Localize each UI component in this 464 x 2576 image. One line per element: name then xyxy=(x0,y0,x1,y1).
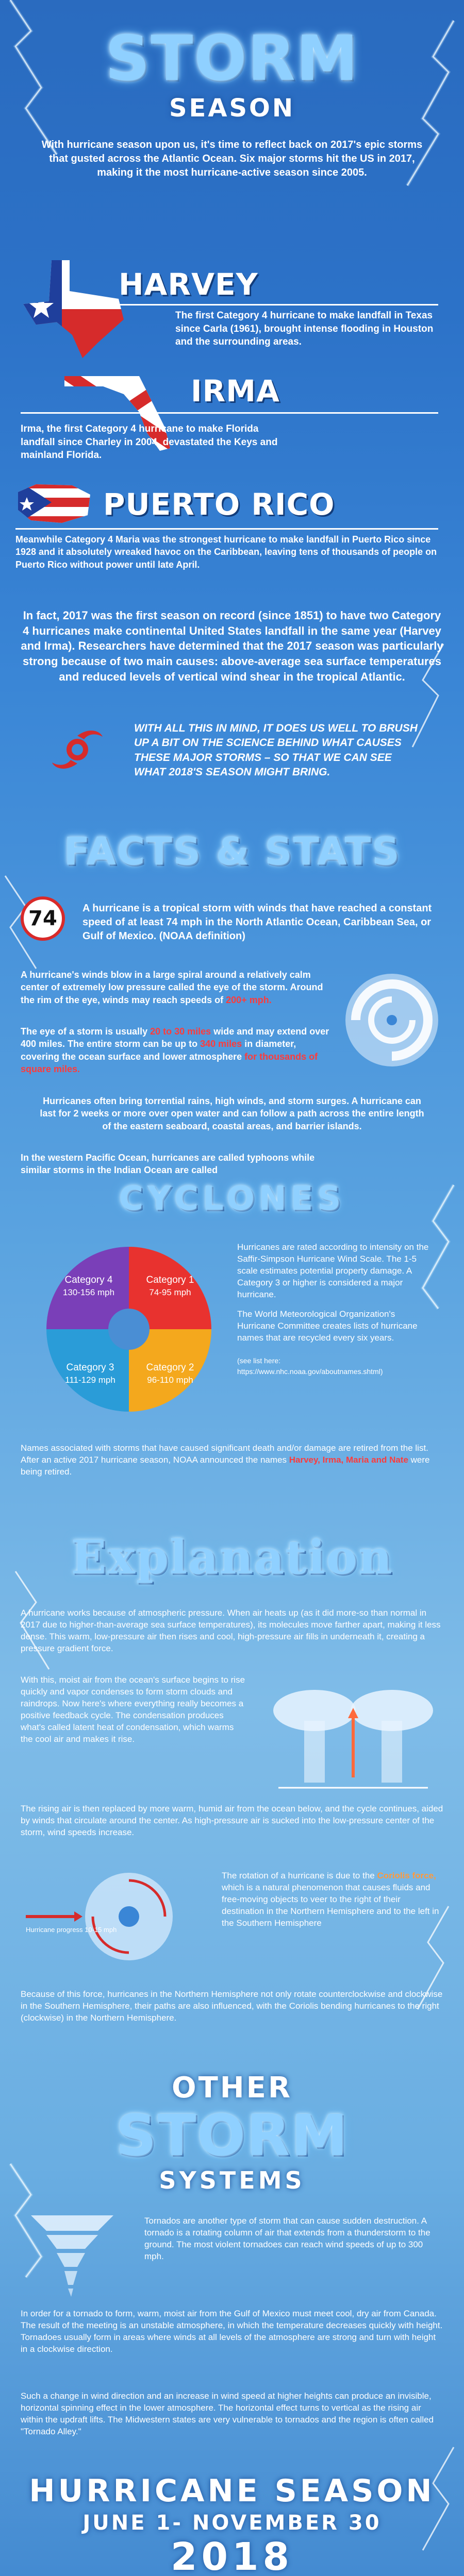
category-2-label: Category 2 xyxy=(146,1362,194,1373)
size-text-c: wide and may extend over 400 miles. The entire storm can be up to xyxy=(21,1026,329,1049)
storm-name-irma: IRMA xyxy=(191,374,280,409)
category-3-label: Category 3 xyxy=(66,1362,114,1373)
tornado-icon xyxy=(26,2210,119,2298)
facts-section xyxy=(0,829,464,874)
other-title-line3: SYSTEMS xyxy=(159,2166,305,2194)
size-text-e: in diameter, covering the ocean surface and lower atmosphere xyxy=(21,1039,296,1062)
hurricane-symbol-icon xyxy=(49,721,106,778)
names-list-link[interactable]: https://www.nhc.noaa.gov/aboutnames.shtml) xyxy=(237,1367,383,1376)
coriolis-text-c: which is a natural phenomenon that causes fluids and free-moving objects to veer to the right of their destination in the Northern Hemisphere and to the left in the Southern Hemisphere xyxy=(222,1882,439,1928)
harvey-section xyxy=(0,258,464,361)
retired-names-list: Harvey, Irma, Maria and Nate xyxy=(289,1454,408,1465)
irma-section xyxy=(0,371,464,474)
explanation-section xyxy=(0,1530,464,1585)
explanation-p4-wrap xyxy=(0,1989,464,2024)
retired-names xyxy=(0,1443,464,1478)
explanation-p3-wrap xyxy=(0,1803,464,1839)
stat-74-badge xyxy=(21,896,65,941)
size-text xyxy=(21,1025,330,1075)
size-text-f: for thousands of square miles. xyxy=(21,1051,318,1074)
facts-details xyxy=(0,969,464,1195)
size-text-b: 20 to 30 miles xyxy=(150,1026,211,1037)
cyclones-title: CYCLONES xyxy=(119,1180,345,1218)
category-4-range: 130-156 mph xyxy=(62,1287,115,1297)
science-intro-section xyxy=(0,711,464,783)
eye-speed: 200+ mph. xyxy=(226,994,272,1005)
season-title: HURRICANE SEASON xyxy=(29,2473,435,2509)
category-1-range: 74-95 mph xyxy=(149,1287,191,1297)
explanation-p4: Because of this force, hurricanes in the Northern Hemisphere not only rotate counterclockwise and clockwise in the Southern Hemisphere, their paths are also influenced, with the Coriolis bending hurricanes to the right (clockwise) in the Northern Hemisphere. xyxy=(21,1989,443,2023)
storm-name-harvey: HARVEY xyxy=(119,267,258,302)
wmo-text: The World Meteorological Organization's Hurricane Committee creates lists of hurricane names that are recycled every six years. xyxy=(237,1309,418,1343)
puerto-rico-section xyxy=(0,479,464,592)
coriolis-text-a: The rotation of a hurricane is due to the xyxy=(222,1871,375,1880)
category-1-label: Category 1 xyxy=(146,1275,194,1285)
main-title: STORM xyxy=(105,23,359,95)
facts-definition-row xyxy=(0,896,464,958)
tornado-row xyxy=(0,2210,464,2303)
season-section xyxy=(0,2473,464,2576)
explanation-p3: The rising air is then replaced by more warm, humid air from the ocean below, and the cycle continues, aided by winds that circulate around the center. As high-pressure air is sucked into the low-pressure center of the storm, wind speeds increase. xyxy=(21,1804,443,1837)
eye-text: A hurricane's winds blow in a large spiral around a relatively calm center of extremely low pressure called the eye of the storm. Around the rim of the eye, winds may reach speeds of xyxy=(21,970,323,1005)
summary-text: In fact, 2017 was the first season on record (since 1851) to have two Category 4 hurricanes make continental United States landfall in the same year (Harvey and Irma). Researchers have determined that the 2017 season was particularly strong because of two main causes: above-average sea surface temperatures and reduced levels of vertical wind shear in the tropical Atlantic. xyxy=(21,609,443,683)
effects-text: Hurricanes often bring torrential rains, high winds, and storm surges. A hurricane can last for 2 weeks or more over open water and can follow a path across the entire length of the eastern seaboard, coastal areas, and barrier islands. xyxy=(40,1096,424,1131)
category-2-range: 96-110 mph xyxy=(147,1375,193,1385)
explanation-title: Explanation xyxy=(71,1530,393,1585)
hurricane-definition: A hurricane is a tropical storm with winds that have reached a constant speed of at least 74 mph in the North Atlantic Ocean, Caribbean Sea, or Gulf of Mexico. (NOAA definition) xyxy=(82,903,432,942)
storm-cloud-diagram-icon xyxy=(263,1674,443,1798)
other-title-line2: STORM xyxy=(115,2103,349,2168)
tornado-p3-wrap xyxy=(0,2391,464,2438)
storm-text-irma: Irma, the first Category 4 hurricane to make Florida landfall since Charley in 2004, devastated the Keys and mainland Florida. xyxy=(21,423,278,461)
progress-label: Hurricane progress 10-15 mph xyxy=(26,1926,117,1934)
coriolis-term: Coriolis force, xyxy=(377,1871,436,1880)
explanation-body xyxy=(0,1607,464,1655)
saffir-text: Hurricanes are rated according to intensity on the Saffir-Simpson Hurricane Wind Scale. The 1-5 scale estimates potential property damage. A Category 3 or higher is considered a major hurricane. xyxy=(237,1242,429,1299)
retired-text-a: Names associated with storms that have caused significant death and/or damage are retired from the list. After an active 2017 hurricane season, NOAA announced the names xyxy=(21,1443,428,1465)
storm-name-puerto-rico: PUERTO RICO xyxy=(103,487,335,522)
storm-text-harvey: The first Category 4 hurricane to make landfall in Texas since Carla (1961), brought intense flooding in Houston and the surrounding areas. xyxy=(175,310,434,348)
stat-74-value: 74 xyxy=(28,907,57,930)
intro-text: With hurricane season upon us, it's time to reflect back on 2017's epic storms that gusted across the Atlantic Ocean. Six major storms hit the US in 2017, making it the most hurricane-active season since 2005. xyxy=(41,139,423,178)
cyclones-section xyxy=(0,1180,464,1218)
header xyxy=(0,23,464,180)
tornado-p2: In order for a tornado to form, warm, moist air from the Gulf of Mexico must meet cool, dry air from Canada. The result of the meeting is an unstable atmosphere, in which the temperature decreases quickly with height. Tornadoes usually form in areas where winds at all levels of the atmosphere are strong and turn with height in a clockwise direction. xyxy=(21,2309,443,2354)
science-intro-text: WITH ALL THIS IN MIND, IT DOES US WELL TO BRUSH UP A BIT ON THE SCIENCE BEHIND WHAT CAUSES THESE MAJOR STORMS – SO THAT WE CAN SEE WHAT 2018'S SEASON MIGHT BRING. xyxy=(134,722,418,778)
coriolis-row xyxy=(0,1865,464,1978)
facts-title: FACTS & STATS xyxy=(63,829,401,874)
size-text-d: 340 miles xyxy=(200,1039,242,1049)
categories-row xyxy=(0,1236,464,1453)
hurricane-progress-diagram xyxy=(21,1865,201,1968)
tornado-p1: Tornados are another type of storm that can cause sudden destruction. A tornado is a rotating column of air that extends from a thunderstorm to the ground. The most violent tornadoes can reach wind speeds of up to 300 mph. xyxy=(144,2216,430,2261)
storm-text-puerto-rico: Meanwhile Category 4 Maria was the strongest hurricane to make landfall in Puerto Rico since 1928 and it absolutely wreaked havoc on the Caribbean, leaving tens of thousands of people on Puerto Rico without power until late April. xyxy=(15,534,437,570)
size-text-a: The eye of a storm is usually xyxy=(21,1026,148,1037)
season-dates: JUNE 1- NOVEMBER 30 xyxy=(82,2511,382,2535)
hurricane-satellite-icon xyxy=(340,969,443,1072)
category-wheel xyxy=(41,1242,217,1417)
explanation-p2: With this, moist air from the ocean's surface begins to rise quickly and vapor condenses to form storm clouds and raindrops. Now here's where everything really becomes a positive feedback cycle. The condensation produces what's called latent heat of condensation, which warms the cool air and makes it rise. xyxy=(21,1675,245,1744)
main-subtitle: SEASON xyxy=(169,94,295,123)
retired-text-b: were being retired. xyxy=(21,1454,430,1477)
texas-flag-map-icon xyxy=(21,258,129,361)
other-section xyxy=(0,2071,464,2194)
explanation-p1: A hurricane works because of atmospheric pressure. When air heats up (as it did more-so than normal in 2017 due to higher-than-average sea surface temperatures), its molecules move farther apart, making it less dense. This warm, low-pressure air then rises and cool, high-pressure air fills in underneath it, creating a pressure gradient force. xyxy=(21,1608,441,1653)
pacific-text: In the western Pacific Ocean, hurricanes are called typhoons while similar storms in the Indian Ocean are called xyxy=(21,1153,315,1176)
category-4-label: Category 4 xyxy=(64,1275,113,1285)
puerto-rico-flag-map-icon xyxy=(15,479,93,526)
see-list-text: (see list here: xyxy=(237,1357,281,1365)
category-3-range: 111-129 mph xyxy=(65,1375,115,1385)
other-title-line1: OTHER xyxy=(171,2071,293,2105)
summary-section xyxy=(0,608,464,684)
season-year: 2018 xyxy=(171,2535,293,2576)
tornado-p3: Such a change in wind direction and an increase in wind speed at higher heights can produce an invisible, horizontal spinning effect in the lower atmosphere. The horizontal effect turns to vertical as the rising air within the updraft lifts. The Midwestern states are very vulnerable to tornados and the region is often called "Tornado Alley." xyxy=(21,2391,434,2436)
tornado-p2-wrap xyxy=(0,2308,464,2355)
